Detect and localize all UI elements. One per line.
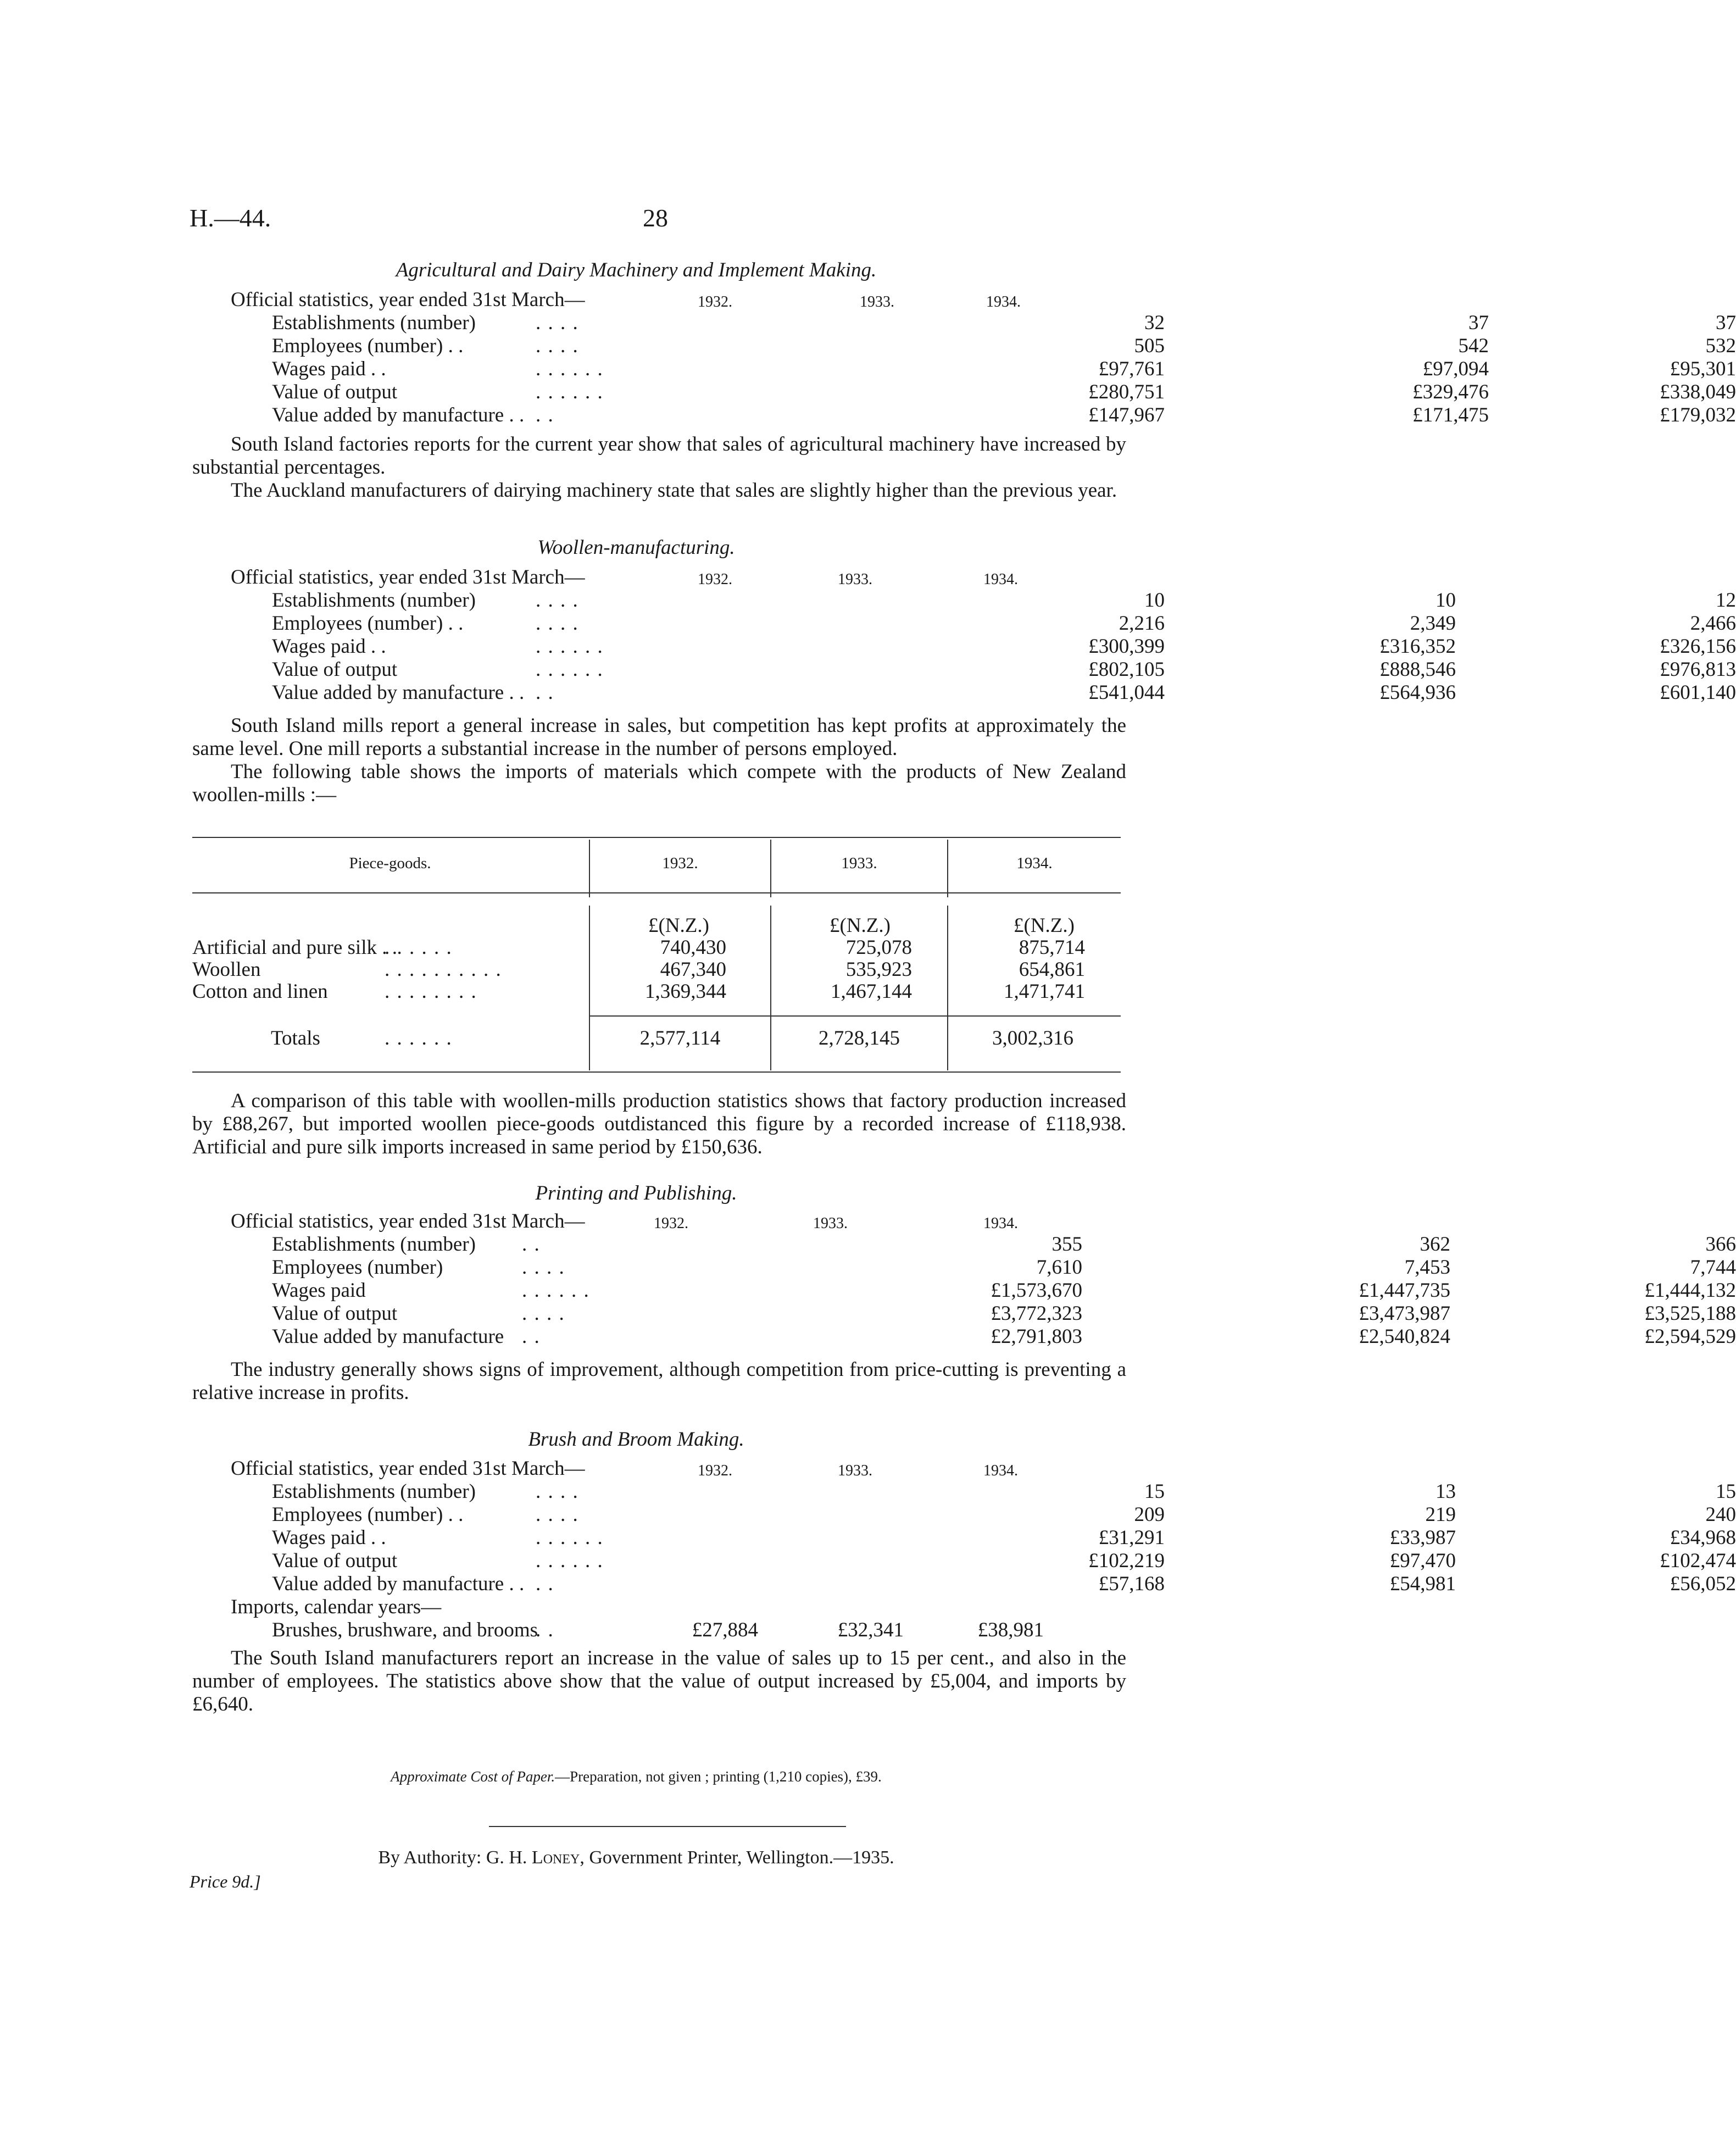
stat-value: £54,981: [1389, 1573, 1456, 1595]
stat-label: Wages paid . .: [272, 635, 386, 658]
stat-value: 12: [1716, 589, 1736, 612]
import-value: 654,861: [1019, 958, 1085, 981]
page-reference: H.—44.: [190, 204, 271, 232]
leader-dots: . . . . . .: [536, 1550, 604, 1572]
stat-label: Wages paid . .: [272, 358, 386, 380]
header-rule: [192, 892, 1121, 893]
stat-label: Brushes, brushware, and brooms: [272, 1619, 538, 1641]
stat-label: Employees (number) . .: [272, 612, 464, 635]
stat-value: 37: [1468, 312, 1489, 334]
section-title-woollen: Woollen-manufacturing.: [537, 536, 735, 559]
leader-dots: . .: [536, 681, 554, 704]
leader-dots: . . . .: [522, 1302, 565, 1325]
year-header: 1932.: [654, 1215, 688, 1232]
totals-value: 2,728,145: [819, 1027, 900, 1050]
stat-value: 13: [1435, 1480, 1456, 1503]
stat-value: £802,105: [1088, 658, 1165, 681]
totals-value: 3,002,316: [992, 1027, 1073, 1050]
stat-value: £326,156: [1660, 635, 1736, 658]
header-1932: 1932.: [662, 854, 698, 872]
paragraph-text: South Island mills report a general increase in sales, but competition has kept profits at approximately the same level. One mill reports a substantial increase in the number of persons employed.: [192, 714, 1126, 760]
leader-dots: . . . .: [522, 1256, 565, 1279]
stat-value: 362: [1420, 1233, 1450, 1256]
stat-intro: Official statistics, year ended 31st March—: [231, 566, 585, 589]
leader-dots: . .: [522, 1325, 541, 1348]
paragraph-agricultural: [192, 433, 1126, 502]
stat-label: Wages paid: [272, 1279, 366, 1302]
stat-value: £3,473,987: [1359, 1302, 1450, 1325]
import-value: 725,078: [845, 936, 912, 959]
paragraph-woollen: [192, 714, 1126, 807]
stat-value: 10: [1435, 589, 1456, 612]
stat-value: £179,032: [1660, 404, 1736, 426]
stat-value: £38,981: [977, 1619, 1044, 1641]
stat-label: Value of output: [272, 1550, 398, 1572]
authority-line: [0, 1847, 1272, 1868]
stat-label: Establishments (number): [272, 589, 476, 612]
year-header: 1932.: [698, 293, 732, 310]
stat-value: 532: [1705, 335, 1736, 357]
stat-value: 219: [1425, 1503, 1456, 1526]
leader-dots: . . . . . .: [536, 381, 604, 403]
year-header: 1934.: [983, 1462, 1018, 1479]
printer-name: G. H. Loney,: [486, 1847, 585, 1868]
header-piece-goods: Piece-goods.: [349, 854, 431, 872]
stat-value: £316,352: [1379, 635, 1456, 658]
stat-intro: Official statistics, year ended 31st March—: [231, 288, 585, 311]
year-header: 1933.: [838, 571, 872, 588]
stat-value: £57,168: [1098, 1573, 1165, 1595]
stat-value: £3,525,188: [1644, 1302, 1736, 1325]
stat-label: Employees (number) . .: [272, 1503, 464, 1526]
stat-value: 505: [1134, 335, 1165, 357]
import-row-label: Cotton and linen: [192, 980, 328, 1003]
stat-label: Value added by manufacture: [272, 1325, 504, 1348]
stat-label: Value added by manufacture . .: [272, 404, 525, 426]
stat-value: 240: [1705, 1503, 1736, 1526]
table-top-rule: [192, 837, 1121, 838]
page-number: 28: [643, 204, 668, 232]
year-header: 1934.: [983, 1215, 1018, 1232]
section-title-agricultural: Agricultural and Dairy Machinery and Implement Making.: [396, 259, 877, 281]
leader-dots: . . . . . .: [385, 936, 453, 959]
paragraph-text: The Auckland manufacturers of dairying machinery state that sales are slightly higher than the previous year.: [231, 479, 1117, 502]
leader-dots: . . . .: [536, 1480, 579, 1503]
stat-value: £541,044: [1088, 681, 1165, 704]
stat-value: £1,444,132: [1644, 1279, 1736, 1302]
import-value: 875,714: [1019, 936, 1085, 959]
stat-value: 209: [1134, 1503, 1165, 1526]
paragraph-text: The South Island manufacturers report an increase in the value of sales up to 15 per cent., and also in the number of employees. The statistics above show that the value of output increased by £5,004, and imports by £6,640.: [192, 1647, 1126, 1715]
stat-value: £27,884: [692, 1619, 758, 1641]
paragraph-brush: [192, 1647, 1126, 1716]
stat-value: £2,791,803: [991, 1325, 1082, 1348]
stat-value: £97,470: [1389, 1550, 1456, 1572]
stat-label: Value of output: [272, 658, 398, 681]
stat-value: £1,573,670: [991, 1279, 1082, 1302]
stat-value: £31,291: [1098, 1526, 1165, 1549]
leader-dots: . .: [536, 404, 554, 426]
paragraph-comparison: [192, 1090, 1126, 1159]
header-1934: 1934.: [1016, 854, 1053, 872]
paragraph-text: South Island factories reports for the current year show that sales of agricultural machinery have increased by substantial percentages.: [192, 433, 1126, 479]
stat-label: Value of output: [272, 1302, 398, 1325]
stat-value: 2,216: [1119, 612, 1165, 635]
stat-value: £34,968: [1670, 1526, 1736, 1549]
stat-value: 2,349: [1410, 612, 1456, 635]
imports-heading: Imports, calendar years—: [231, 1596, 442, 1618]
stat-value: £102,219: [1088, 1550, 1165, 1572]
stat-value: £56,052: [1670, 1573, 1736, 1595]
stat-value: £33,987: [1389, 1526, 1456, 1549]
stat-label: Value added by manufacture . .: [272, 681, 525, 704]
import-value: 1,467,144: [831, 980, 912, 1003]
stat-label: Employees (number): [272, 1256, 443, 1279]
stat-value: £300,399: [1088, 635, 1165, 658]
stat-label: Establishments (number): [272, 312, 476, 334]
stat-value: £338,049: [1660, 381, 1736, 403]
stat-value: £2,594,529: [1644, 1325, 1736, 1348]
import-row-label: Artificial and pure silk . .: [192, 936, 397, 959]
price-note: Price 9d.]: [190, 1872, 261, 1891]
section-title-brush: Brush and Broom Making.: [528, 1428, 744, 1451]
stat-intro: Official statistics, year ended 31st March—: [231, 1210, 585, 1232]
year-header: 1934.: [986, 293, 1021, 310]
year-header: 1933.: [838, 1462, 872, 1479]
stat-value: 15: [1144, 1480, 1165, 1503]
unit-label: £(N.Z.): [1014, 914, 1075, 937]
import-row-label: Woollen: [192, 958, 261, 981]
leader-dots: . . . .: [536, 312, 579, 334]
stat-value: 10: [1144, 589, 1165, 612]
leader-dots: . . . .: [536, 589, 579, 612]
stat-value: £601,140: [1660, 681, 1736, 704]
import-value: 467,340: [660, 958, 726, 981]
stat-value: £171,475: [1412, 404, 1489, 426]
stat-label: Value of output: [272, 381, 398, 403]
section-title-printing: Printing and Publishing.: [535, 1182, 737, 1204]
stat-value: 7,744: [1690, 1256, 1736, 1279]
import-value: 1,369,344: [645, 980, 726, 1003]
stat-value: 7,610: [1036, 1256, 1082, 1279]
stat-value: 542: [1458, 335, 1489, 357]
cost-note-rest: —Preparation, not given ; printing (1,210 copies), £39.: [555, 1768, 882, 1785]
leader-dots: . . . .: [536, 335, 579, 357]
paragraph-printing: [192, 1358, 1126, 1404]
leader-dots: . . . . . .: [536, 658, 604, 681]
stat-value: 2,466: [1690, 612, 1736, 635]
unit-label: £(N.Z.): [648, 914, 709, 937]
stat-value: 37: [1716, 312, 1736, 334]
stat-value: 7,453: [1404, 1256, 1450, 1279]
stat-value: £329,476: [1412, 381, 1489, 403]
stat-value: 366: [1705, 1233, 1736, 1256]
totals-value: 2,577,114: [639, 1027, 721, 1050]
stat-value: £3,772,323: [991, 1302, 1082, 1325]
footer-rule: [489, 1826, 846, 1827]
stat-value: £2,540,824: [1359, 1325, 1450, 1348]
cost-note-italic: Approximate Cost of Paper.: [391, 1768, 555, 1785]
stat-value: £280,751: [1088, 381, 1165, 403]
stat-value: 15: [1716, 1480, 1736, 1503]
stat-label: Establishments (number): [272, 1480, 476, 1503]
stat-value: 32: [1144, 312, 1165, 334]
year-header: 1932.: [698, 1462, 732, 1479]
unit-label: £(N.Z.): [830, 914, 891, 937]
leader-dots: . . . .: [536, 612, 579, 635]
authority-prefix: By Authority:: [378, 1847, 482, 1868]
stat-value: £32,341: [837, 1619, 904, 1641]
stat-label: Establishments (number): [272, 1233, 476, 1256]
stat-value: £147,967: [1088, 404, 1165, 426]
table-bottom-rule: [192, 1072, 1121, 1073]
paragraph-text: A comparison of this table with woollen-mills production statistics shows that factory production increased by £88,267, but imported woollen piece-goods outdistanced this figure by a recorded increase of £118,938. Artificial and pure silk imports increased in same period by £150,636.: [192, 1090, 1126, 1158]
stat-value: £1,447,735: [1359, 1279, 1450, 1302]
totals-label: Totals: [271, 1027, 320, 1050]
stat-value: £976,813: [1660, 658, 1736, 681]
authority-rest: Government Printer, Wellington.—1935.: [589, 1847, 894, 1868]
import-value: 740,430: [660, 936, 726, 959]
stat-value: £97,094: [1422, 358, 1489, 380]
year-header: 1932.: [698, 571, 732, 588]
stat-label: Wages paid . .: [272, 1526, 386, 1549]
year-header: 1934.: [983, 571, 1018, 588]
stat-value: £564,936: [1379, 681, 1456, 704]
leader-dots: . .: [536, 1619, 554, 1641]
stat-label: Value added by manufacture . .: [272, 1573, 525, 1595]
paragraph-text: The industry generally shows signs of improvement, although competition from price-cutting is preventing a relative increase in profits.: [192, 1358, 1126, 1404]
leader-dots: . .: [522, 1233, 541, 1256]
stat-value: £102,474: [1660, 1550, 1736, 1572]
leader-dots: . . . . . . . .: [385, 980, 477, 1003]
stat-value: £95,301: [1670, 358, 1736, 380]
leader-dots: . . . . . .: [536, 358, 604, 380]
year-header: 1933.: [813, 1215, 848, 1232]
paragraph-text: The following table shows the imports of materials which compete with the products of New Zealand woollen-mills :—: [192, 760, 1126, 806]
stat-intro: Official statistics, year ended 31st March—: [231, 1457, 585, 1480]
stat-label: Employees (number) . .: [272, 335, 464, 357]
totals-rule: [590, 1015, 1121, 1017]
year-header: 1933.: [860, 293, 894, 310]
leader-dots: . . . . . .: [385, 1027, 453, 1050]
leader-dots: . . . . . . . . . .: [385, 958, 502, 981]
cost-note: [0, 1768, 1272, 1785]
import-value: 535,923: [845, 958, 912, 981]
stat-value: 355: [1051, 1233, 1082, 1256]
stat-value: £97,761: [1098, 358, 1165, 380]
import-value: 1,471,741: [1004, 980, 1085, 1003]
leader-dots: . . . .: [536, 1503, 579, 1526]
stat-value: £888,546: [1379, 658, 1456, 681]
leader-dots: . . . . . .: [536, 635, 604, 658]
header-1933: 1933.: [841, 854, 877, 872]
leader-dots: . . . . . .: [536, 1526, 604, 1549]
leader-dots: . .: [536, 1573, 554, 1595]
leader-dots: . . . . . .: [522, 1279, 590, 1302]
